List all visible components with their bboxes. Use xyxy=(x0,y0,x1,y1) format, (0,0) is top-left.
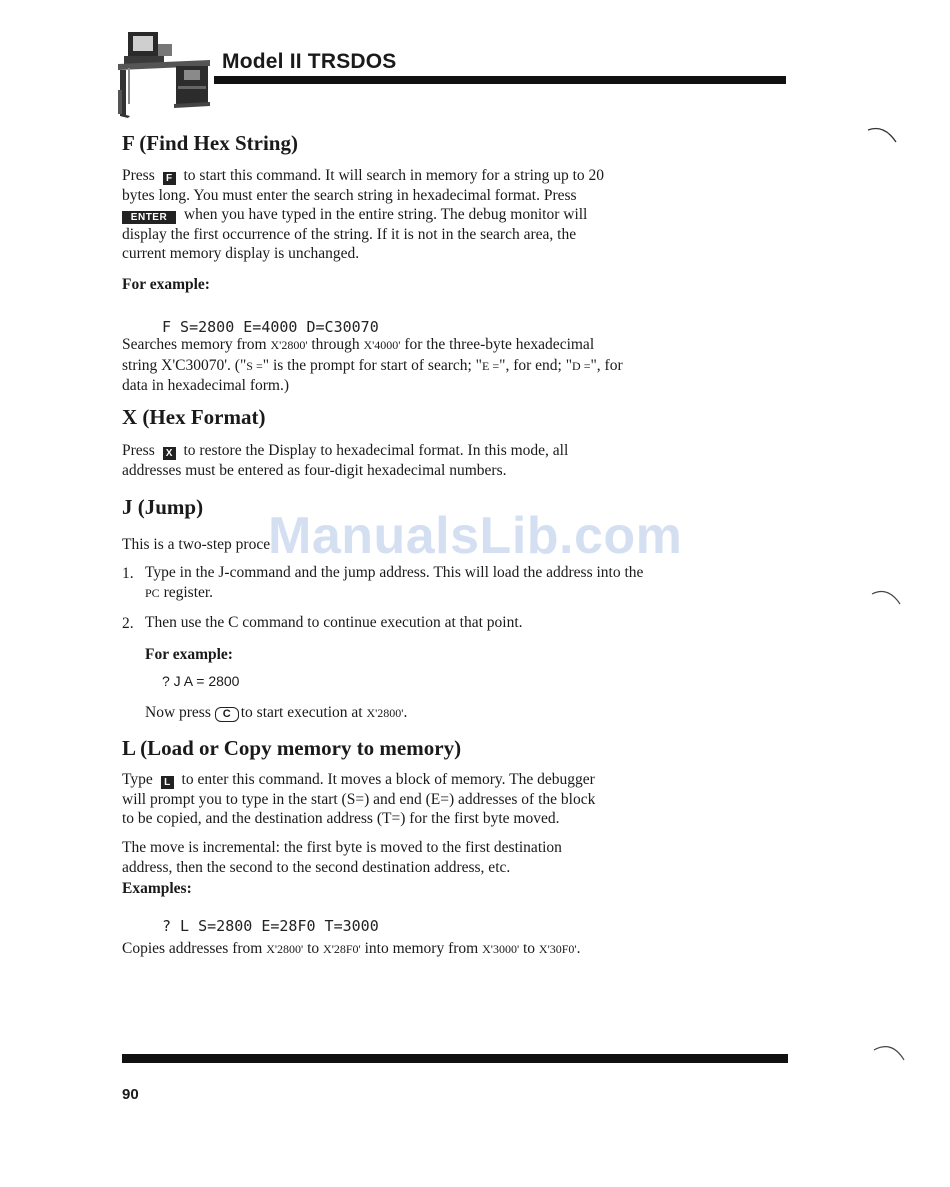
find-desc1-post: for the three-byte hexadecimal xyxy=(404,336,595,353)
find-example-label: For example: xyxy=(122,276,210,293)
find-line1-post: to start this command. It will search in memory for a string up to 20 xyxy=(183,167,605,184)
hex-paragraph xyxy=(122,441,662,480)
load-desc-addr-c: X'3000' xyxy=(482,942,520,956)
hex-line1-post: to restore the Display to hexadecimal format. In this mode, all xyxy=(183,442,569,459)
find-desc-line-1 xyxy=(122,335,682,356)
load-example-description xyxy=(122,939,682,960)
load-para2-line-1: The move is incremental: the first byte is moved to the first destination xyxy=(122,839,562,856)
find-example-code: F S=2800 E=4000 D=C30070 xyxy=(162,318,379,336)
find-line-3 xyxy=(122,205,662,225)
find-paragraph xyxy=(122,166,662,264)
load-line-2: will prompt you to type in the start (S=) and end (E=) addresses of the block xyxy=(122,790,596,808)
load-examples-label: Examples: xyxy=(122,880,192,897)
load-desc-mid: into memory from xyxy=(364,940,479,957)
jump-step-1 xyxy=(145,563,665,603)
heading-jump: J (Jump) xyxy=(122,495,204,519)
jump-now-addr: X'2800' xyxy=(366,706,404,720)
load-example-code: ? L S=2800 E=28F0 T=3000 xyxy=(162,917,379,935)
find-desc1-addr-a: X'2800' xyxy=(270,338,308,352)
key-x-icon: X xyxy=(163,447,176,460)
find-desc2-pre: string X'C30070'. (" xyxy=(122,356,247,374)
computer-desk-icon xyxy=(114,30,214,118)
load-line-1 xyxy=(122,770,682,790)
load-desc-to-2: to xyxy=(522,940,536,957)
hex-line-2: addresses must be entered as four-digit hexadecimal numbers. xyxy=(122,461,507,479)
key-c-icon: C xyxy=(215,707,239,722)
load-line1-pre: Type xyxy=(122,771,153,788)
header-rule xyxy=(214,76,786,84)
find-desc2-e: E = xyxy=(482,358,500,373)
jump-step1-line-1: Type in the J-command and the jump address. This will load the address into the xyxy=(145,564,644,581)
find-desc2-d: D = xyxy=(572,358,591,373)
find-line-4: display the first occurrence of the string. If it is not in the search area, the xyxy=(122,225,577,243)
load-desc-to-1: to xyxy=(307,940,320,957)
jump-step1-register: register. xyxy=(163,583,214,601)
jump-step-1-number: 1. xyxy=(122,565,134,582)
heading-find-hex-string: F (Find Hex String) xyxy=(122,131,298,155)
jump-example-label: For example: xyxy=(145,646,233,663)
hex-line-1 xyxy=(122,441,662,461)
key-f-icon: F xyxy=(163,172,176,185)
jump-step-2-number: 2. xyxy=(122,615,134,632)
footer-rule xyxy=(122,1054,788,1063)
watermark: ManualsLib.com xyxy=(268,507,683,565)
header-title: Model II TRSDOS xyxy=(222,50,397,73)
key-l-icon: L xyxy=(161,776,174,789)
load-desc-pre: Copies addresses from xyxy=(122,940,263,957)
find-desc2-mid1: " is the prompt for start of search; " xyxy=(262,356,483,374)
load-desc-addr-d: X'30F0' xyxy=(538,942,577,956)
find-line1-pre: Press xyxy=(122,167,155,184)
load-line1-post: to enter this command. It moves a block of memory. The debugger xyxy=(181,771,595,788)
jump-example-code: ? J A = 2800 xyxy=(162,673,240,689)
jump-intro: This is a two-step proce xyxy=(122,536,271,553)
load-desc-post: . xyxy=(576,940,581,957)
key-enter-icon: ENTER xyxy=(122,211,176,224)
heading-load-copy: L (Load or Copy memory to memory) xyxy=(122,736,462,760)
find-desc2-post: ", for xyxy=(590,356,623,374)
page-number: 90 xyxy=(122,1086,139,1103)
heading-hex-format: X (Hex Format) xyxy=(122,405,266,429)
jump-now-press xyxy=(145,703,665,724)
find-desc2-mid2: ", for end; " xyxy=(499,356,573,374)
hex-line1-pre: Press xyxy=(122,442,155,459)
margin-mark-2-icon xyxy=(870,586,902,608)
load-desc-addr-b: X'28F0' xyxy=(323,942,361,956)
find-example-description xyxy=(122,335,682,396)
find-line3-post: when you have typed in the entire string. The debug monitor will xyxy=(183,206,588,223)
load-para2-line-2: address, then the second to the second destination address, etc. xyxy=(122,858,511,876)
load-paragraph-1 xyxy=(122,770,682,829)
load-line-3: to be copied, and the destination address (T=) for the first byte moved. xyxy=(122,810,560,827)
find-desc-line-3: data in hexadecimal form.) xyxy=(122,377,289,394)
load-desc-addr-a: X'2800' xyxy=(266,942,304,956)
jump-now-mid: to start execution at xyxy=(240,704,363,721)
margin-mark-3-icon xyxy=(872,1040,906,1064)
find-line-5: current memory display is unchanged. xyxy=(122,245,360,262)
find-line-2: bytes long. You must enter the search string in hexadecimal format. Press xyxy=(122,186,577,204)
margin-mark-1-icon xyxy=(866,124,898,146)
jump-step1-line-2 xyxy=(145,583,665,604)
find-line-1 xyxy=(122,166,662,186)
jump-now-pre: Now press xyxy=(145,704,211,721)
jump-step-2: Then use the C command to continue execution at that point. xyxy=(145,614,523,631)
load-paragraph-2 xyxy=(122,838,682,877)
find-desc1-addr-b: X'4000' xyxy=(363,338,401,352)
jump-step1-pc: PC xyxy=(145,585,160,600)
find-desc-line-2 xyxy=(122,356,682,377)
jump-now-post: . xyxy=(403,704,408,721)
find-desc2-s: S = xyxy=(246,358,263,373)
find-desc1-pre: Searches memory from xyxy=(122,336,267,353)
find-desc1-mid: through xyxy=(311,336,360,353)
